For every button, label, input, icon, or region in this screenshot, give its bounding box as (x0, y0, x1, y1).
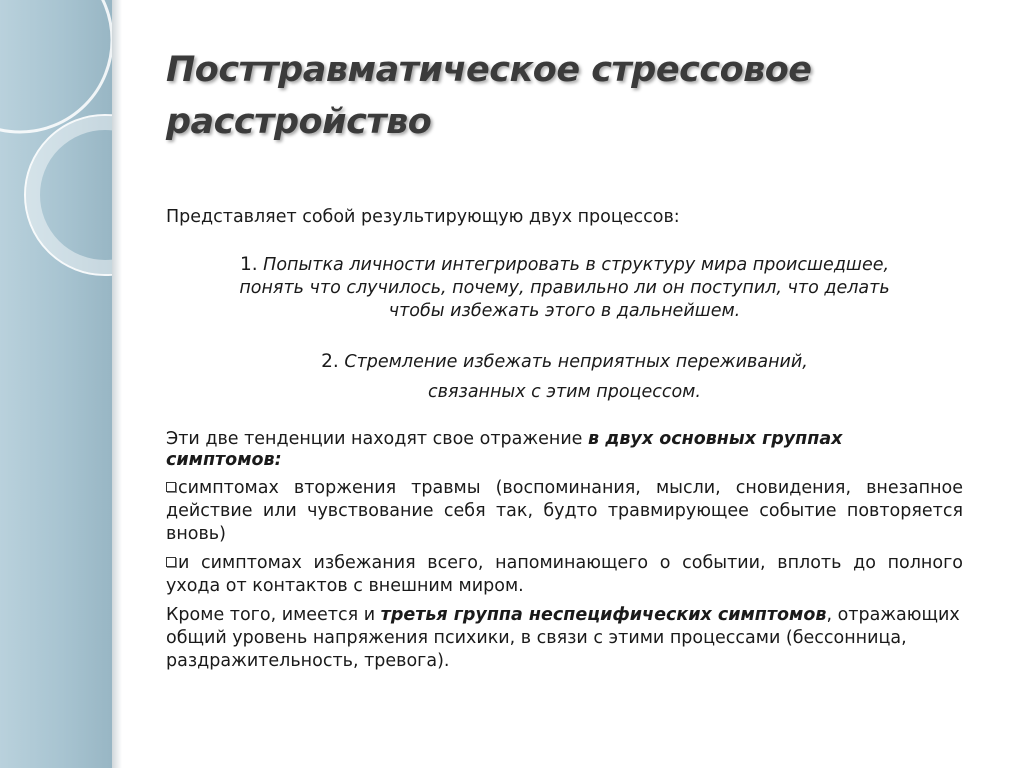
slide-title (166, 44, 966, 148)
tendencies-emphasis: в двух основных группах симптомов: (166, 429, 843, 470)
checkbox-bullet-icon (166, 482, 176, 492)
point-2-line1: Стремление избежать неприятных переживаний, (344, 352, 808, 372)
point-2-line2: связанных с этим процессом. (428, 382, 701, 402)
point-1-line2: понять что случилось, почему, правильно ли он поступил, что делать (239, 278, 890, 298)
checkbox-bullet-icon (166, 557, 176, 567)
decorative-side-panel (0, 0, 112, 768)
point-1-line1: Попытка личности интегрировать в структуру мира происшедшее, (263, 255, 890, 275)
point-1-number: 1. (239, 254, 258, 275)
third-group-emphasis: третья группа неспецифических симптомов (380, 605, 827, 625)
slide-title-line2: расстройство (166, 102, 432, 142)
third-group-plain-after: , отражающих общий уровень напряжения психики, в связи с этими процессами (бессонница, раздражительность, тревога). (166, 605, 960, 671)
slide-content (166, 205, 963, 673)
process-point-1 (166, 253, 963, 323)
tendencies-text (166, 429, 963, 471)
process-point-2 (166, 347, 963, 407)
point-1-line3: чтобы избежать этого в дальнейшем. (388, 301, 741, 321)
third-group-plain-before: Кроме того, имеется и (166, 605, 376, 625)
symptom-bullet-1-text: симптомах вторжения травмы (воспоминания, мысли, сновидения, внезапное действие или чувствование себя так, будто травмирующее событие повторяется вновь) (166, 478, 963, 544)
side-panel-shadow (112, 0, 122, 768)
decorative-rings-graphic (0, 0, 112, 768)
point-2-number: 2. (321, 351, 339, 372)
symptom-bullet-1 (166, 477, 963, 546)
intro-text: Представляет собой результирующую двух процессов: (166, 207, 680, 227)
slide-title-line1: Посттравматическое стрессовое (166, 50, 812, 90)
symptom-bullet-2-text: и симптомах избежания всего, напоминающего о событии, вплоть до полного ухода от контактов с внешним миром. (166, 553, 963, 596)
decorative-ring-thick (33, 123, 112, 267)
third-group-text (166, 604, 963, 673)
symptom-bullet-2 (166, 552, 963, 598)
decorative-ring-large (0, 0, 112, 132)
tendencies-plain: Эти две тенденции находят свое отражение (166, 429, 583, 449)
